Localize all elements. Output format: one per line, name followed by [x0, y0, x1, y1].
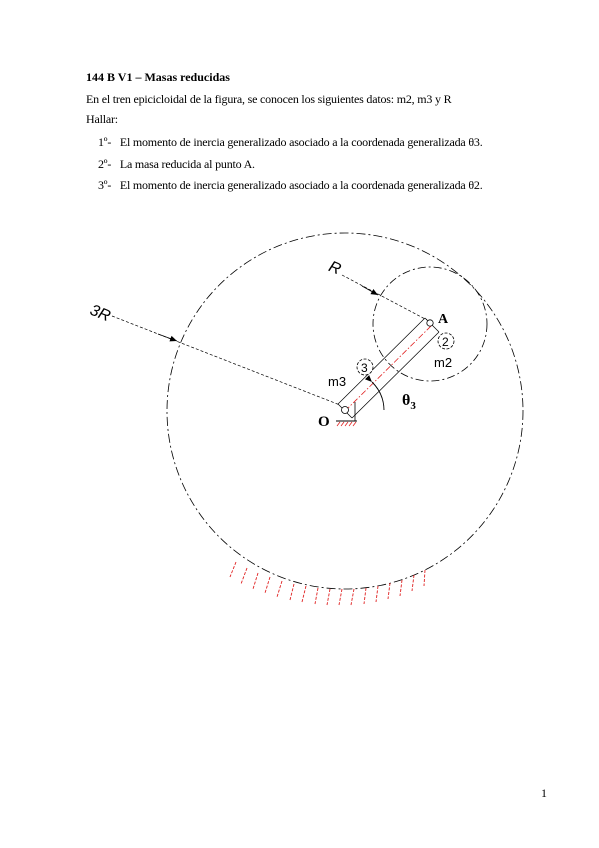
problem-statement: En el tren epicicloidal de la figura, se conocen los siguientes datos: m2, m3 y R — [86, 92, 452, 106]
joint-a — [427, 320, 433, 326]
question-text: La masa reducida al punto A. — [119, 157, 255, 171]
question-text: El momento de inercia generalizado asociado a la coordenada generalizada θ3. — [119, 135, 483, 149]
question-number: 2º- — [98, 157, 112, 171]
theta-subscript: 3 — [410, 400, 416, 412]
label-3r: 3R — [87, 301, 113, 326]
label-3: 3 — [361, 361, 368, 375]
question-text: El momento de inercia generalizado asociado a la coordenada generalizada θ2. — [119, 178, 483, 192]
page-number: 1 — [541, 786, 547, 800]
dimension-3r — [112, 316, 340, 405]
label-o: O — [318, 414, 330, 430]
question-number: 1º- — [98, 135, 112, 149]
label-r: R — [326, 258, 344, 279]
label-m3: m3 — [328, 374, 347, 389]
label-2: 2 — [442, 335, 449, 349]
ground-hatching — [230, 562, 425, 605]
crank-arm — [338, 318, 439, 418]
label-m2: m2 — [434, 355, 453, 370]
problem-title: 144 B V1 – Masas reducidas — [86, 70, 230, 84]
hallar-label: Hallar: — [86, 112, 118, 126]
dimension-r — [342, 275, 427, 320]
theta-symbol: θ — [402, 392, 411, 409]
label-theta — [402, 392, 416, 412]
question-number: 3º- — [98, 178, 112, 192]
label-a: A — [438, 312, 449, 327]
